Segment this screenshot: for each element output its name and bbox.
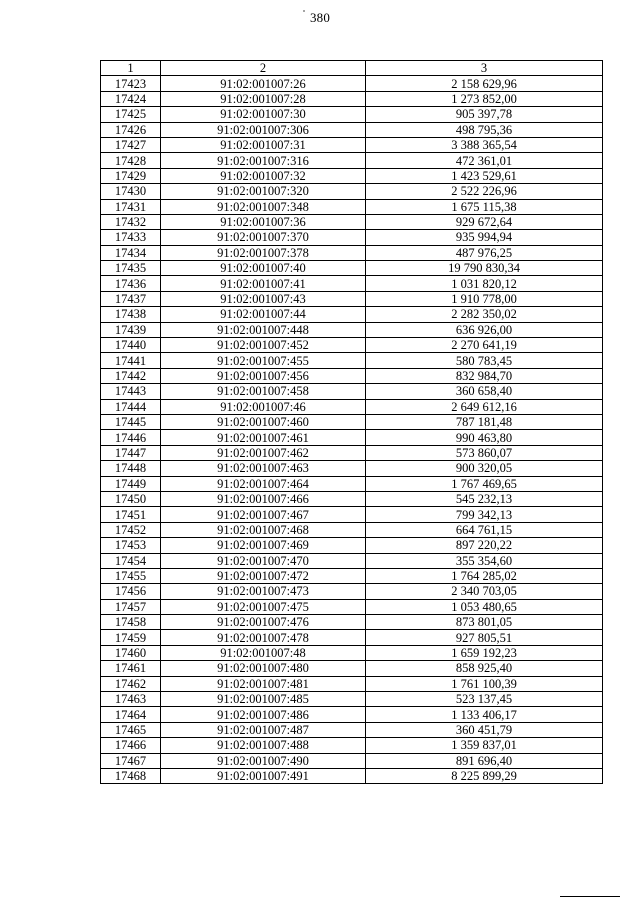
cadastral-number: 91:02:001007:491 xyxy=(161,768,366,783)
row-number: 17458 xyxy=(101,615,161,630)
cadastral-number: 91:02:001007:464 xyxy=(161,476,366,491)
table-row xyxy=(101,768,603,783)
cadastral-value: 1 133 406,17 xyxy=(366,707,603,722)
table-row xyxy=(101,430,603,445)
cadastral-value: 3 388 365,54 xyxy=(366,137,603,152)
cadastral-number: 91:02:001007:378 xyxy=(161,245,366,260)
row-number: 17447 xyxy=(101,445,161,460)
cadastral-number: 91:02:001007:480 xyxy=(161,661,366,676)
cadastral-number: 91:02:001007:370 xyxy=(161,230,366,245)
row-number: 17464 xyxy=(101,707,161,722)
table-row xyxy=(101,476,603,491)
row-number: 17465 xyxy=(101,722,161,737)
row-number: 17446 xyxy=(101,430,161,445)
row-number: 17463 xyxy=(101,692,161,707)
cadastral-value: 472 361,01 xyxy=(366,153,603,168)
cadastral-number: 91:02:001007:490 xyxy=(161,753,366,768)
cadastral-number: 91:02:001007:460 xyxy=(161,414,366,429)
row-number: 17453 xyxy=(101,538,161,553)
cadastral-number: 91:02:001007:469 xyxy=(161,538,366,553)
row-number: 17445 xyxy=(101,414,161,429)
row-number: 17429 xyxy=(101,168,161,183)
cadastral-value: 927 805,51 xyxy=(366,630,603,645)
row-number: 17466 xyxy=(101,738,161,753)
cadastral-value: 787 181,48 xyxy=(366,414,603,429)
cadastral-value: 2 158 629,96 xyxy=(366,76,603,91)
cadastral-value: 873 801,05 xyxy=(366,615,603,630)
column-header-number: 1 xyxy=(101,61,161,76)
cadastral-value: 8 225 899,29 xyxy=(366,768,603,783)
row-number: 17440 xyxy=(101,338,161,353)
cadastral-number: 91:02:001007:458 xyxy=(161,384,366,399)
cadastral-number: 91:02:001007:470 xyxy=(161,553,366,568)
table-row xyxy=(101,245,603,260)
cadastral-value: 799 342,13 xyxy=(366,507,603,522)
row-number: 17423 xyxy=(101,76,161,91)
cadastral-number: 91:02:001007:487 xyxy=(161,722,366,737)
row-number: 17430 xyxy=(101,184,161,199)
cadastral-value: 360 451,79 xyxy=(366,722,603,737)
table-row xyxy=(101,168,603,183)
table-row xyxy=(101,291,603,306)
table-row xyxy=(101,76,603,91)
cadastral-value: 636 926,00 xyxy=(366,322,603,337)
cadastral-value: 1 761 100,39 xyxy=(366,676,603,691)
cadastral-value: 935 994,94 xyxy=(366,230,603,245)
table-row xyxy=(101,91,603,106)
cadastral-value: 487 976,25 xyxy=(366,245,603,260)
row-number: 17444 xyxy=(101,399,161,414)
cadastral-number: 91:02:001007:31 xyxy=(161,137,366,152)
cadastral-number: 91:02:001007:486 xyxy=(161,707,366,722)
cadastral-number: 91:02:001007:36 xyxy=(161,214,366,229)
cadastral-number: 91:02:001007:452 xyxy=(161,338,366,353)
table-row xyxy=(101,230,603,245)
cadastral-value: 545 232,13 xyxy=(366,491,603,506)
cadastral-number: 91:02:001007:41 xyxy=(161,276,366,291)
cadastral-value: 929 672,64 xyxy=(366,214,603,229)
cadastral-value: 573 860,07 xyxy=(366,445,603,460)
table-row xyxy=(101,599,603,614)
table-row xyxy=(101,122,603,137)
cadastral-number: 91:02:001007:44 xyxy=(161,307,366,322)
table-row xyxy=(101,384,603,399)
table-row xyxy=(101,276,603,291)
row-number: 17435 xyxy=(101,261,161,276)
cadastral-number: 91:02:001007:455 xyxy=(161,353,366,368)
table-header-row xyxy=(101,61,603,76)
table-row xyxy=(101,445,603,460)
table-row xyxy=(101,461,603,476)
table-row xyxy=(101,630,603,645)
cadastral-value: 1 675 115,38 xyxy=(366,199,603,214)
cadastral-number: 91:02:001007:473 xyxy=(161,584,366,599)
cadastral-value: 523 137,45 xyxy=(366,692,603,707)
table-row xyxy=(101,692,603,707)
cadastral-value: 905 397,78 xyxy=(366,107,603,122)
cadastral-value: 498 795,36 xyxy=(366,122,603,137)
cadastral-number: 91:02:001007:30 xyxy=(161,107,366,122)
cadastral-value: 2 522 226,96 xyxy=(366,184,603,199)
cadastral-value: 2 340 703,05 xyxy=(366,584,603,599)
table-row xyxy=(101,753,603,768)
row-number: 17442 xyxy=(101,368,161,383)
cadastral-value: 2 649 612,16 xyxy=(366,399,603,414)
table-row xyxy=(101,507,603,522)
row-number: 17436 xyxy=(101,276,161,291)
table-row xyxy=(101,368,603,383)
row-number: 17424 xyxy=(101,91,161,106)
cadastral-number: 91:02:001007:40 xyxy=(161,261,366,276)
cadastral-value: 1 910 778,00 xyxy=(366,291,603,306)
row-number: 17427 xyxy=(101,137,161,152)
table-row xyxy=(101,538,603,553)
cadastral-value: 2 270 641,19 xyxy=(366,338,603,353)
cadastral-value: 1 273 852,00 xyxy=(366,91,603,106)
cadastral-number: 91:02:001007:478 xyxy=(161,630,366,645)
cadastral-number: 91:02:001007:306 xyxy=(161,122,366,137)
table-row xyxy=(101,184,603,199)
table-row xyxy=(101,214,603,229)
table-row xyxy=(101,353,603,368)
cadastral-number: 91:02:001007:32 xyxy=(161,168,366,183)
row-number: 17451 xyxy=(101,507,161,522)
table-row xyxy=(101,261,603,276)
cadastral-value: 1 423 529,61 xyxy=(366,168,603,183)
row-number: 17441 xyxy=(101,353,161,368)
row-number: 17452 xyxy=(101,522,161,537)
column-header-value: 3 xyxy=(366,61,603,76)
cadastral-value: 664 761,15 xyxy=(366,522,603,537)
cadastral-number: 91:02:001007:476 xyxy=(161,615,366,630)
cadastral-number: 91:02:001007:28 xyxy=(161,91,366,106)
cadastral-number: 91:02:001007:466 xyxy=(161,491,366,506)
row-number: 17448 xyxy=(101,461,161,476)
cadastral-number: 91:02:001007:316 xyxy=(161,153,366,168)
table-row xyxy=(101,615,603,630)
cadastral-number: 91:02:001007:485 xyxy=(161,692,366,707)
table-row xyxy=(101,399,603,414)
column-header-cadastral-number: 2 xyxy=(161,61,366,76)
cadastral-value: 832 984,70 xyxy=(366,368,603,383)
cadastral-number: 91:02:001007:48 xyxy=(161,645,366,660)
cadastral-number: 91:02:001007:468 xyxy=(161,522,366,537)
table-row xyxy=(101,568,603,583)
table-row xyxy=(101,491,603,506)
row-number: 17434 xyxy=(101,245,161,260)
cadastral-value: 580 783,45 xyxy=(366,353,603,368)
row-number: 17437 xyxy=(101,291,161,306)
row-number: 17454 xyxy=(101,553,161,568)
table-row xyxy=(101,107,603,122)
row-number: 17426 xyxy=(101,122,161,137)
table-row xyxy=(101,153,603,168)
cadastral-value: 1 031 820,12 xyxy=(366,276,603,291)
row-number: 17433 xyxy=(101,230,161,245)
cadastral-value: 900 320,05 xyxy=(366,461,603,476)
row-number: 17432 xyxy=(101,214,161,229)
row-number: 17456 xyxy=(101,584,161,599)
table-row xyxy=(101,522,603,537)
cadastral-value: 1 359 837,01 xyxy=(366,738,603,753)
table-row xyxy=(101,414,603,429)
cadastral-value: 1 767 469,65 xyxy=(366,476,603,491)
cadastral-value: 891 696,40 xyxy=(366,753,603,768)
cadastral-value: 1 764 285,02 xyxy=(366,568,603,583)
cadastral-number: 91:02:001007:26 xyxy=(161,76,366,91)
cadastral-value: 990 463,80 xyxy=(366,430,603,445)
cadastral-number: 91:02:001007:448 xyxy=(161,322,366,337)
row-number: 17459 xyxy=(101,630,161,645)
row-number: 17468 xyxy=(101,768,161,783)
row-number: 17431 xyxy=(101,199,161,214)
row-number: 17455 xyxy=(101,568,161,583)
table-row xyxy=(101,307,603,322)
table-row xyxy=(101,738,603,753)
table-row xyxy=(101,707,603,722)
cadastral-number: 91:02:001007:488 xyxy=(161,738,366,753)
table-row xyxy=(101,645,603,660)
cadastral-number: 91:02:001007:472 xyxy=(161,568,366,583)
cadastral-number: 91:02:001007:348 xyxy=(161,199,366,214)
cadastral-number: 91:02:001007:320 xyxy=(161,184,366,199)
cadastral-value-table xyxy=(100,60,603,784)
cadastral-number: 91:02:001007:463 xyxy=(161,461,366,476)
table-row xyxy=(101,199,603,214)
row-number: 17443 xyxy=(101,384,161,399)
table-row xyxy=(101,661,603,676)
table-row xyxy=(101,676,603,691)
table-row xyxy=(101,553,603,568)
cadastral-value: 1 659 192,23 xyxy=(366,645,603,660)
cadastral-number: 91:02:001007:46 xyxy=(161,399,366,414)
row-number: 17457 xyxy=(101,599,161,614)
row-number: 17439 xyxy=(101,322,161,337)
row-number: 17467 xyxy=(101,753,161,768)
cadastral-value: 19 790 830,34 xyxy=(366,261,603,276)
row-number: 17461 xyxy=(101,661,161,676)
cadastral-number: 91:02:001007:475 xyxy=(161,599,366,614)
cadastral-value: 355 354,60 xyxy=(366,553,603,568)
cadastral-value: 858 925,40 xyxy=(366,661,603,676)
cadastral-number: 91:02:001007:467 xyxy=(161,507,366,522)
row-number: 17449 xyxy=(101,476,161,491)
row-number: 17462 xyxy=(101,676,161,691)
row-number: 17450 xyxy=(101,491,161,506)
page-number: 380 xyxy=(309,10,331,25)
table-row xyxy=(101,338,603,353)
cadastral-number: 91:02:001007:461 xyxy=(161,430,366,445)
row-number: 17460 xyxy=(101,645,161,660)
cadastral-number: 91:02:001007:462 xyxy=(161,445,366,460)
cadastral-value: 2 282 350,02 xyxy=(366,307,603,322)
table-row xyxy=(101,722,603,737)
table-row xyxy=(101,584,603,599)
cadastral-number: 91:02:001007:43 xyxy=(161,291,366,306)
row-number: 17425 xyxy=(101,107,161,122)
table-row xyxy=(101,322,603,337)
row-number: 17428 xyxy=(101,153,161,168)
footer-line xyxy=(560,896,620,897)
cadastral-value: 360 658,40 xyxy=(366,384,603,399)
row-number: 17438 xyxy=(101,307,161,322)
cadastral-number: 91:02:001007:481 xyxy=(161,676,366,691)
cadastral-value: 1 053 480,65 xyxy=(366,599,603,614)
table-body xyxy=(101,76,603,784)
cadastral-value: 897 220,22 xyxy=(366,538,603,553)
cadastral-number: 91:02:001007:456 xyxy=(161,368,366,383)
table-row xyxy=(101,137,603,152)
